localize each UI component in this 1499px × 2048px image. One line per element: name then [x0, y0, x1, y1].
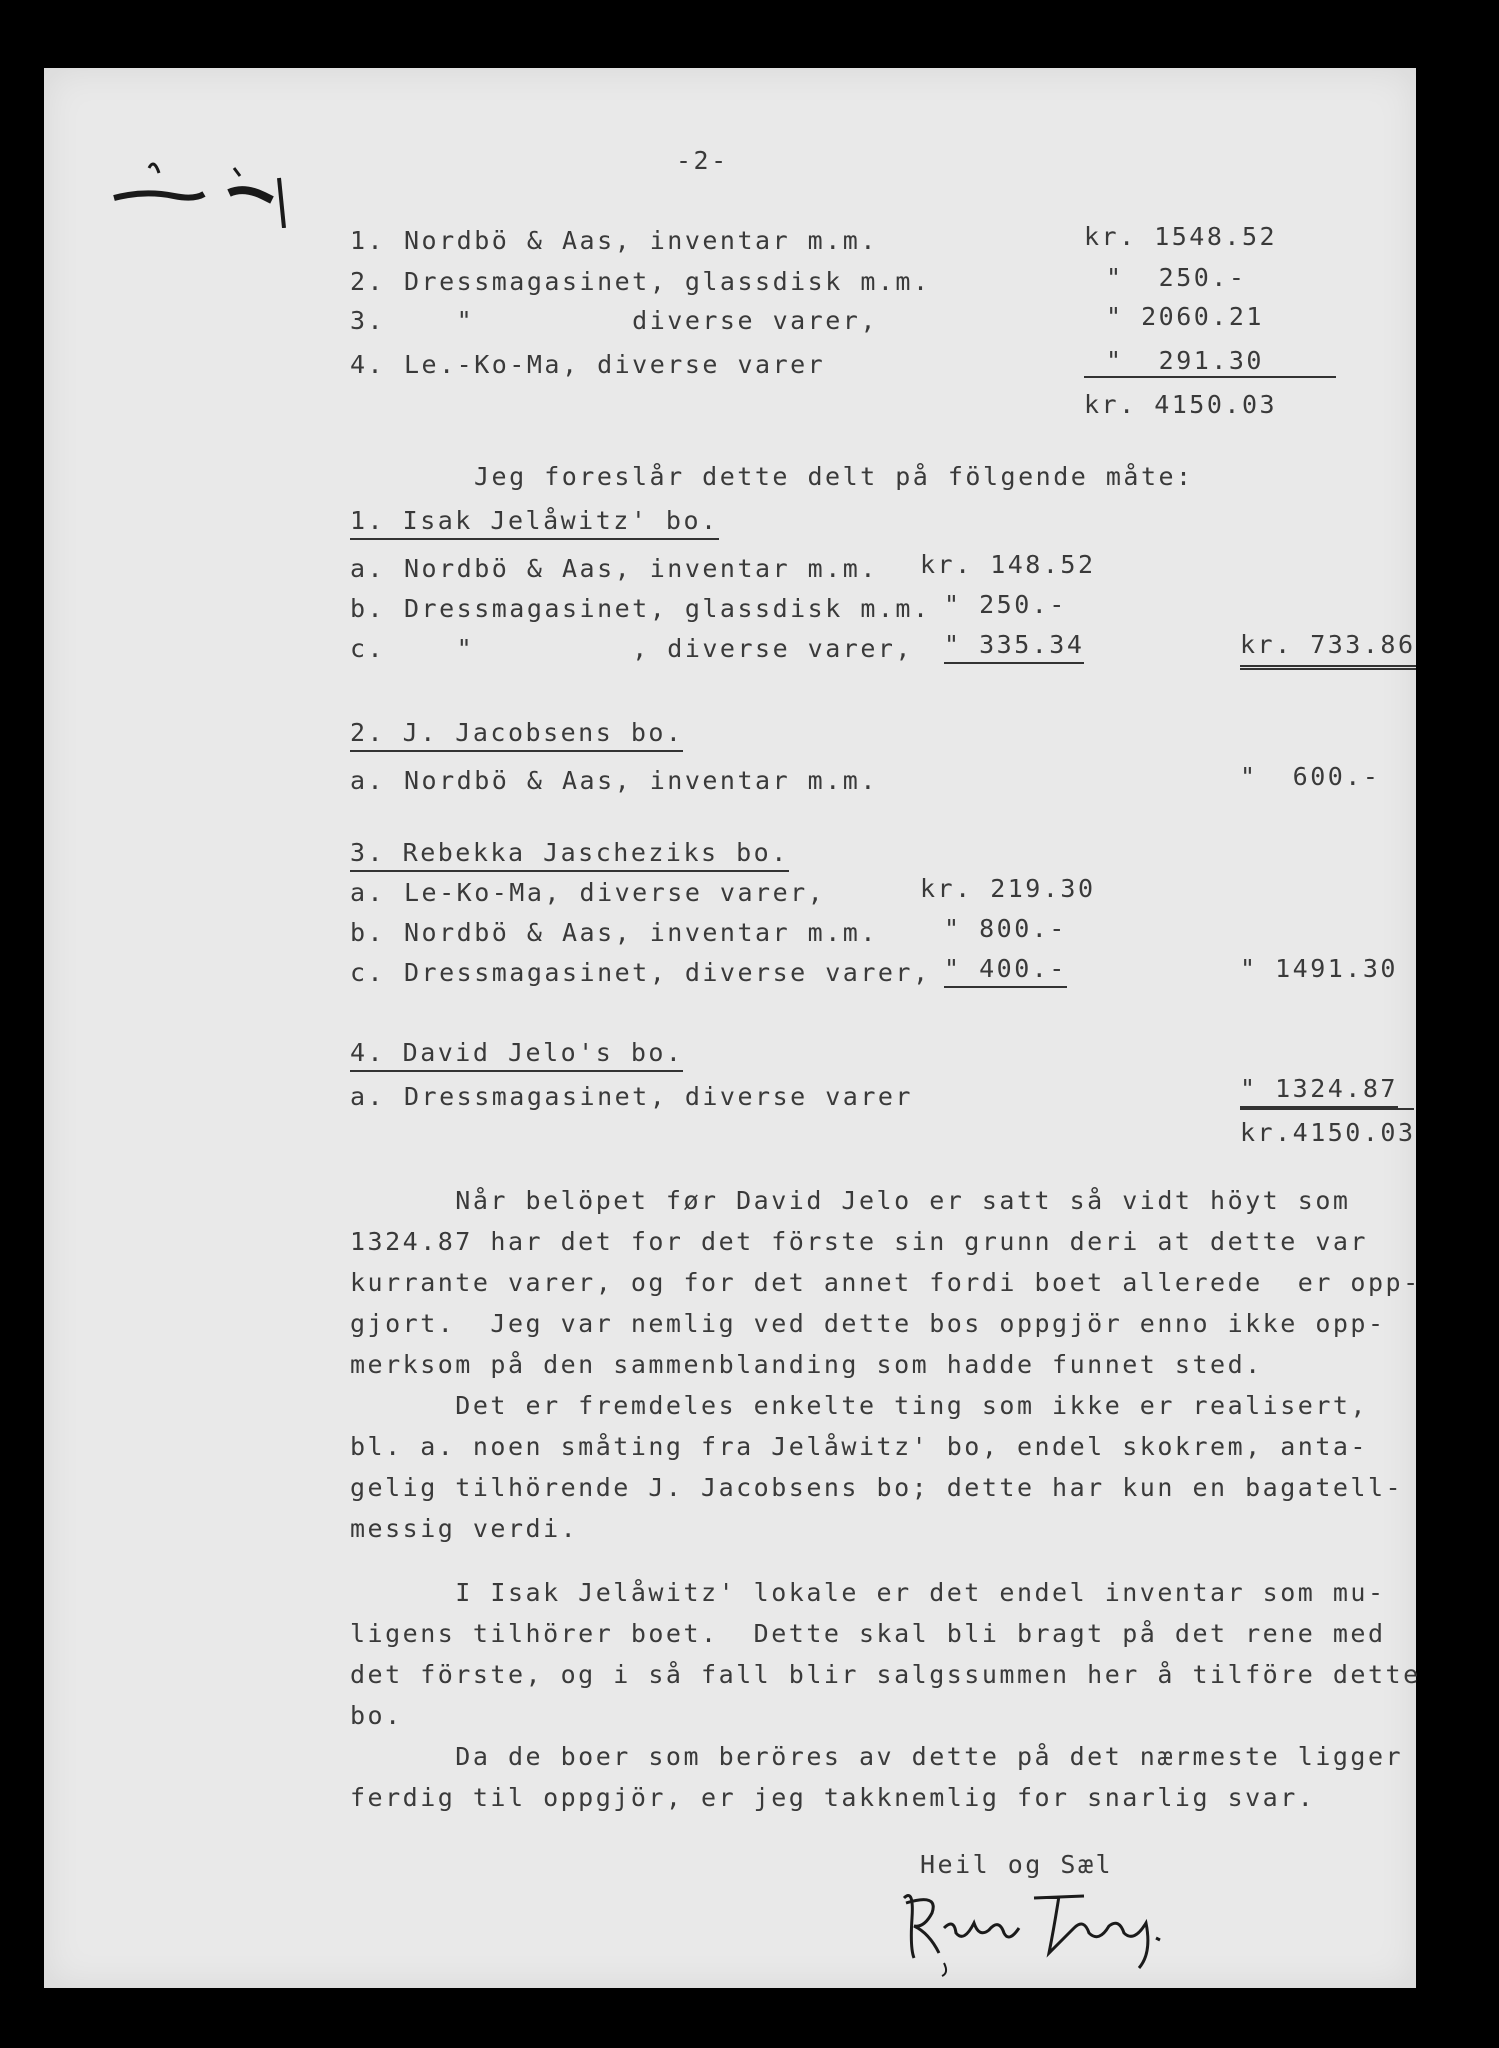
sum-item-number: 1. [350, 226, 386, 255]
line-subamount: kr. 219.30 [920, 874, 1096, 903]
sum-item-desc: Dressmagasinet, glassdisk m.m. [404, 267, 931, 296]
line-subamount: " 800.- [944, 914, 1067, 943]
line-subamount: " 250.- [944, 590, 1067, 619]
body-line: kurrante varer, og for det annet fordi boet allerede er opp- [350, 1268, 1421, 1297]
estate-total: " 1324.87 [1240, 1074, 1398, 1108]
sum-item-desc: Nordbö & Aas, inventar m.m. [404, 226, 878, 255]
estate-total: " 600.- [1240, 762, 1381, 791]
body-line: merksom på den sammenblanding som hadde funnet sted. [350, 1350, 1263, 1379]
line-letter: c. [350, 634, 386, 663]
page-number: -2- [676, 146, 729, 175]
body-line: det förste, og i så fall blir salgssummen her å tilföre dette [350, 1660, 1421, 1689]
body-line: Når belöpet før David Jelo er satt så vidt höyt som [350, 1186, 1351, 1215]
line-subamount: " 400.- [944, 954, 1067, 988]
estate-total: kr. 733.86 [1240, 630, 1416, 670]
body-line: Det er fremdeles enkelte ting som ikke er realisert, [350, 1391, 1368, 1420]
sum-item-desc: Le.-Ko-Ma, diverse varer [404, 350, 826, 379]
ink-scribble [104, 138, 304, 228]
line-desc: Le-Ko-Ma, diverse varer, [404, 878, 826, 907]
body-line: messig verdi. [350, 1514, 579, 1543]
grand-total: kr.4150.03 [1240, 1118, 1416, 1147]
body-line: bo. [350, 1701, 403, 1730]
line-letter: a. [350, 1082, 386, 1111]
body-line: Da de boer som beröres av dette på det nærmeste ligger [350, 1742, 1404, 1771]
sum-item-desc: " diverse varer, [404, 306, 878, 335]
line-desc: Dressmagasinet, glassdisk m.m. [404, 594, 931, 623]
estate-title: 3. Rebekka Jascheziks bo. [350, 838, 789, 872]
line-letter: b. [350, 594, 386, 623]
line-letter: a. [350, 554, 386, 583]
body-line: ligens tilhörer boet. Dette skal bli bragt på det rene med [350, 1619, 1386, 1648]
line-letter: c. [350, 958, 386, 987]
estate-title: 4. David Jelo's bo. [350, 1038, 683, 1072]
handwritten-signature [884, 1868, 1184, 1978]
estate-total: " 1491.30 [1240, 954, 1398, 983]
sum-item-amount: " 2060.21 [1106, 302, 1264, 331]
body-line: I Isak Jelåwitz' lokale er det endel inventar som mu- [350, 1578, 1386, 1607]
sum-item-number: 4. [350, 350, 386, 379]
sum-item-number: 3. [350, 306, 386, 335]
closing-salutation: Heil og Sæl [920, 1850, 1114, 1879]
sum-item-number: 2. [350, 267, 386, 296]
line-desc: Nordbö & Aas, inventar m.m. [404, 554, 878, 583]
estate-title: 2. J. Jacobsens bo. [350, 718, 683, 752]
grand-total-rule [1240, 1108, 1414, 1110]
body-line: 1324.87 har det for det förste sin grunn deri at dette var [350, 1227, 1368, 1256]
line-subamount: kr. 148.52 [920, 550, 1096, 579]
document-page [44, 68, 1421, 1988]
line-subamount: " 335.34 [944, 630, 1084, 664]
body-line: gelig tilhörende J. Jacobsens bo; dette har kun en bagatell- [350, 1473, 1404, 1502]
body-line: gjort. Jeg var nemlig ved dette bos oppgjör enno ikke opp- [350, 1309, 1386, 1338]
sum-item-amount: kr. 1548.52 [1084, 222, 1278, 251]
sum-item-amount: " 291.30 [1106, 346, 1264, 375]
line-desc: Nordbö & Aas, inventar m.m. [404, 766, 878, 795]
body-line: bl. a. noen småting fra Jelåwitz' bo, endel skokrem, anta- [350, 1432, 1368, 1461]
body-line: ferdig til oppgjör, er jeg takknemlig for snarlig svar. [350, 1783, 1316, 1812]
intro-text: Jeg foreslår dette delt på fölgende måte: [474, 462, 1194, 491]
line-letter: b. [350, 918, 386, 947]
line-desc: Dressmagasinet, diverse varer [404, 1082, 913, 1111]
sum-total: kr. 4150.03 [1084, 390, 1278, 419]
line-desc: " , diverse varer, [404, 634, 913, 663]
sum-rule [1084, 376, 1336, 378]
line-desc: Nordbö & Aas, inventar m.m. [404, 918, 878, 947]
line-letter: a. [350, 766, 386, 795]
line-desc: Dressmagasinet, diverse varer, [404, 958, 931, 987]
line-letter: a. [350, 878, 386, 907]
sum-item-amount: " 250.- [1106, 263, 1247, 292]
estate-title: 1. Isak Jelåwitz' bo. [350, 506, 719, 540]
